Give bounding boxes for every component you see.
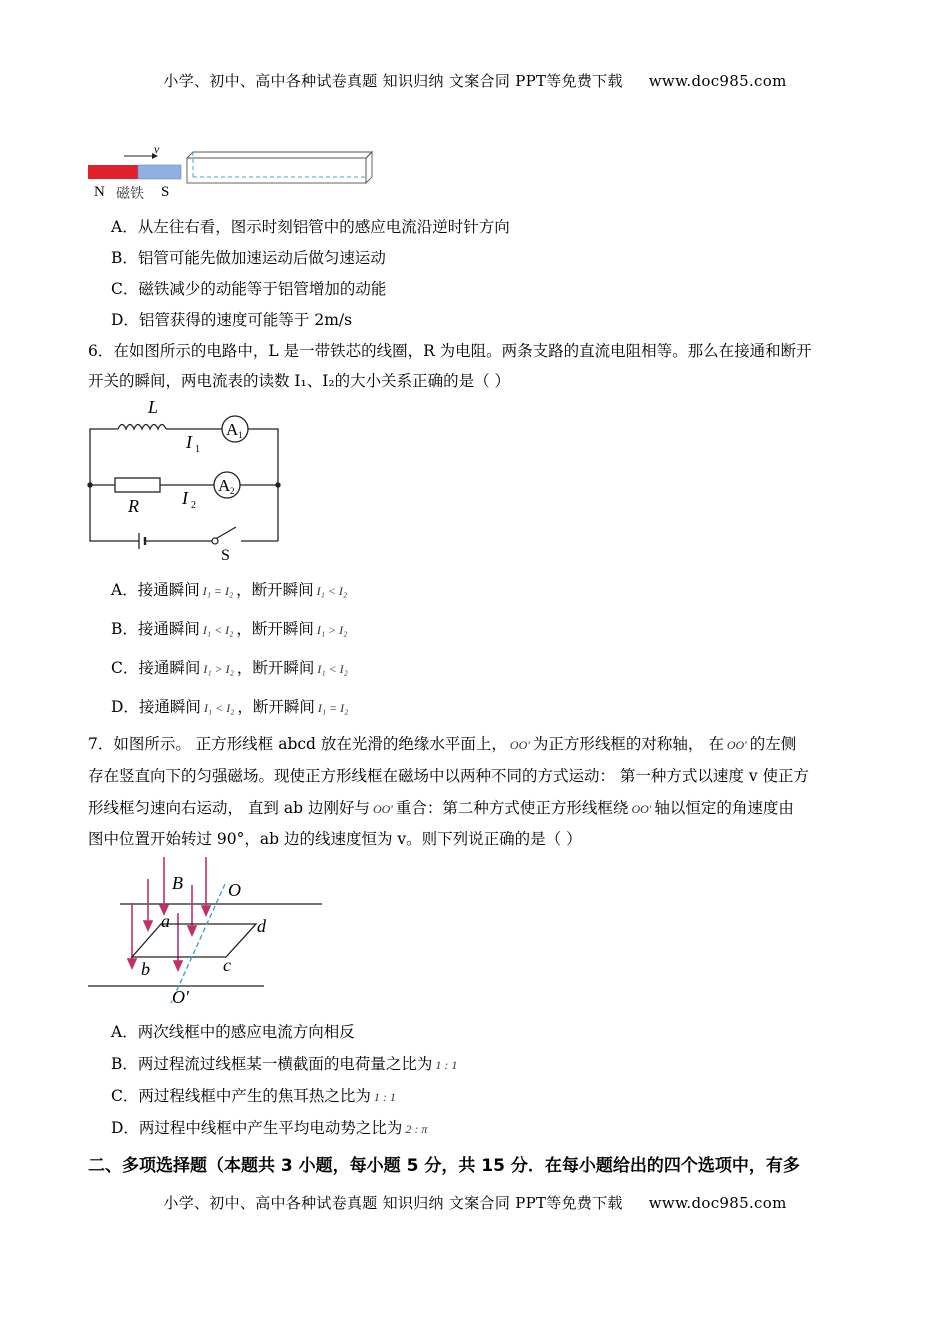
q7-option-b: B．两过程流过线框某一横截面的电荷量之比为 1 : 1 (111, 1055, 458, 1073)
q6-stem-line2: 开关的瞬间，两电流表的读数 I₁、I₂的大小关系正确的是（ ） (88, 372, 511, 390)
section-2-heading: 二、多项选择题（本题共 3 小题，每小题 5 分，共 15 分．在每小题给出的四个选项中，有多 (88, 1156, 800, 1176)
vertex-c-label: c (223, 955, 231, 975)
q7-option-d: D．两过程中线框中产生平均电动势之比为 2 : π (111, 1119, 428, 1137)
svg-text:A: A (218, 476, 231, 495)
q5-option-c: C．磁铁减少的动能等于铝管增加的动能 (111, 280, 387, 298)
q7-stem-line1: 7．如图所示。 正方形线框 abcd 放在光滑的绝缘水平面上， OO′ 为正方形线框的对称轴， 在 OO′ 的左侧 (88, 735, 797, 753)
q6-option-d: D．接通瞬间 I₁ < I₂ ，断开瞬间 I₁ = I₂ (111, 698, 349, 716)
inductor-coil (118, 425, 166, 430)
magnet-n-pole (88, 165, 138, 179)
vertex-b-label: b (141, 959, 150, 979)
q6-stem-line1: 6．在如图所示的电路中，L 是一带铁芯的线圈，R 为电阻。两条支路的直流电阻相等。那么在接通和断开 (88, 342, 812, 360)
current-i1-label: I (186, 432, 192, 452)
page-footer (0, 1192, 950, 1213)
axis-oo (171, 884, 225, 1003)
magnet-label: 磁铁 (116, 187, 144, 202)
q7-stem-line4: 图中位置开始转过 90°，ab 边的线速度恒为 v。则下列说正确的是（ ） (88, 830, 582, 848)
axis-o-label: O (228, 880, 241, 900)
square-frame-figure (86, 855, 326, 1010)
q5-option-a: A．从左往右看，图示时刻铝管中的感应电流沿逆时针方向 (111, 218, 510, 236)
q5-option-d: D．铝管获得的速度可能等于 2m/s (111, 311, 353, 329)
magnet-s-pole (138, 165, 181, 179)
header-text: 小学、初中、高中各种试卷真题 知识归纳 文案合同 PPT等免费下载 (163, 72, 623, 90)
vertex-d-label: d (257, 916, 266, 936)
current-i2-label: I (182, 488, 188, 508)
q5-option-b: B．铝管可能先做加速运动后做匀速运动 (111, 249, 386, 267)
q7-stem-line3: 形线框匀速向右运动， 直到 ab 边刚好与 OO′ 重合：第二种方式使正方形线框绕 OO′ 轴以恒定的角速度由 (88, 799, 794, 817)
q6-option-c: C．接通瞬间 I₁ > I₂ ，断开瞬间 I₁ < I₂ (111, 659, 348, 677)
resistor-label: R (128, 496, 139, 516)
magnet-tube-figure (86, 142, 386, 204)
svg-text:1: 1 (195, 444, 200, 455)
svg-text:2: 2 (191, 500, 196, 511)
q7-option-c: C．两过程线框中产生的焦耳热之比为 1 : 1 (111, 1087, 396, 1105)
circuit-figure (86, 396, 286, 562)
q7-option-a: A．两次线框中的感应电流方向相反 (111, 1023, 355, 1041)
vertex-a-label: a (161, 911, 170, 931)
axis-o-prime-label: O′ (172, 987, 189, 1007)
velocity-label: v (154, 142, 160, 156)
page-header (0, 70, 950, 91)
svg-text:A: A (226, 420, 239, 439)
aluminium-tube (187, 158, 366, 183)
s-pole-label: S (161, 184, 170, 200)
q6-option-a: A．接通瞬间 I₁ = I₂ ，断开瞬间 I₁ < I₂ (111, 581, 348, 599)
q7-stem-line2: 存在竖直向下的匀强磁场。现使正方形线框在磁场中以两种不同的方式运动： 第一种方式以速度 v 使正方 (88, 767, 810, 785)
footer-url[interactable]: www.doc985.com (648, 1194, 787, 1212)
footer-text: 小学、初中、高中各种试卷真题 知识归纳 文案合同 PPT等免费下载 (163, 1194, 623, 1212)
header-url[interactable]: www.doc985.com (648, 72, 787, 90)
n-pole-label: N (94, 184, 105, 200)
svg-text:2: 2 (230, 486, 235, 496)
field-b-label: B (172, 873, 183, 893)
resistor (115, 478, 160, 492)
q6-option-b: B．接通瞬间 I₁ < I₂ ，断开瞬间 I₁ > I₂ (111, 620, 348, 638)
inductor-label: L (148, 397, 159, 417)
switch-label: S (221, 547, 230, 564)
svg-text:1: 1 (238, 430, 243, 440)
